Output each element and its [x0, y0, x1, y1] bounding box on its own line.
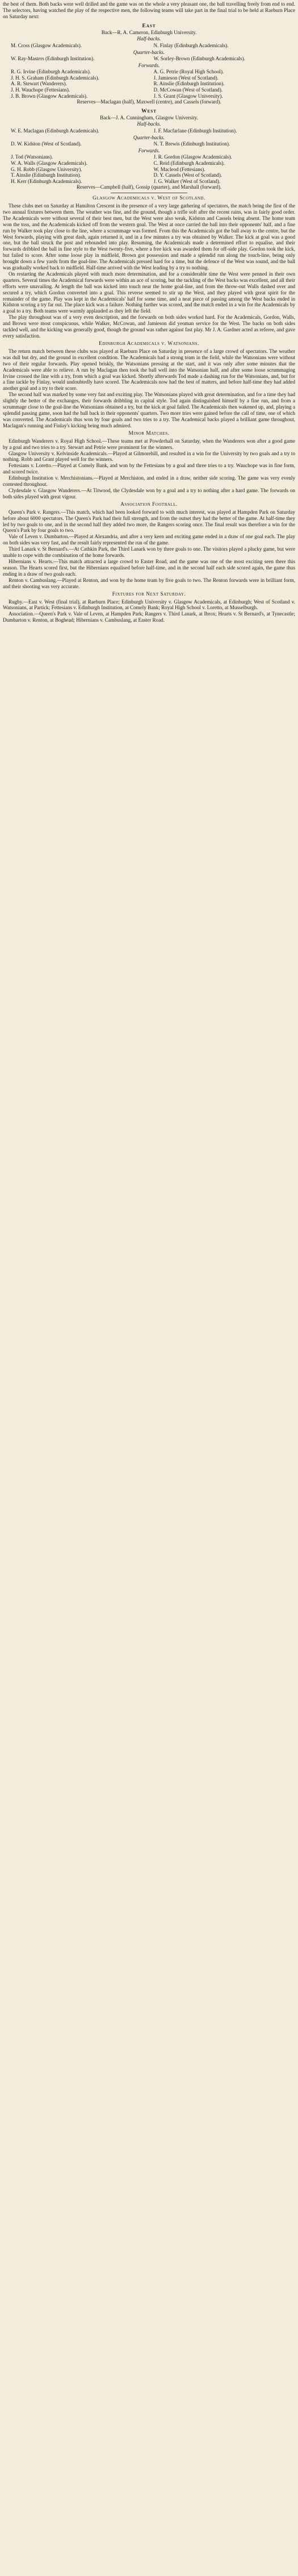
report-paragraph: The second half was marked by some very fast and exciting play. The Watsonians played with great determination, and for a time they had slightly the better of the exchanges, their forwards dribbling in capital style. Tod again distinguished himself by a fine run, and from a scrummage close to the goal-line the Watsonians obtained a try, but the kick at goal failed. The Academicals then wakened up, and, playing a splendid passing game, soon had the ball back in their opponents' quarters. Two more tries were gained before the call of time, one of which was converted. The Academicals thus won by four goals and two tries to a try. The Academical backs played a brilliant game throughout, Maclagan's running and Finlay's kicking being much admired.	[3, 392, 295, 428]
section-heading: Glasgow Academicals v. West of Scotland.	[93, 195, 205, 201]
player-name: J. S. Grant (Glasgow University).	[153, 93, 223, 99]
player-grid	[11, 154, 287, 184]
player-name: W. Sorley-Brown (Edinburgh Academicals).	[153, 56, 245, 62]
player-name: J. B. Brown (Glasgow Academicals).	[11, 93, 88, 99]
report-paragraph: Fettesians v. Loretto.—Played at Comely Bank, and won by the Fettesians by a goal and three tries to a try. Wauchope was in fine form, and scored twice.	[3, 463, 295, 475]
report-section	[3, 195, 295, 339]
team-title: West	[141, 107, 157, 114]
report-section	[3, 431, 295, 500]
report-paragraph: Hibernians v. Hearts.—This match attracted a large crowd to Easter Road, and the game was one of the most exciting seen there this season. The Hearts scored first, but the Hibernians equalised before half-time, and in the second half each side scored again, the game thus ending in a draw of two goals each.	[3, 559, 295, 577]
player-name: J. Jamieson (West of Scotland).	[153, 74, 219, 81]
team-back: Back—J. A. Cunningham, Glasgow University.	[100, 114, 198, 120]
report-paragraph: The play throughout was of a very even description, and the forwards on both sides worked hard. For the Academicals, Gordon, Walls, and Brown were most conspicuous, while Walker, McCowan, and Jamieson did yeoman service for the West. The backs on both sides tackled well, and the kicking was generally good, though the ground was rather against fast play. Mr J. A. Gardner acted as referee, and gave every satisfaction.	[3, 314, 295, 339]
report-paragraph: Rugby.—East v. West (final trial), at Raeburn Place; Edinburgh University v. Glasgow Academicals, at Edinburgh; West of Scotland v. Watsonians, at Partick; Fettesians v. Edinburgh Institution, at Comely Bank; Royal High School v. Loretto, at Musselburgh.	[3, 598, 295, 611]
position-label: Quarter-backs.	[133, 49, 165, 55]
player-grid	[11, 69, 287, 99]
player-grid	[11, 141, 287, 147]
player-name: N. Finlay (Edinburgh Academicals).	[153, 42, 229, 48]
player-name: G. H. Robb (Glasgow University).	[11, 166, 82, 172]
team-title: East	[142, 22, 156, 29]
player-name: A. R. Stewart (Wanderers).	[11, 81, 67, 87]
position-label: Forwards.	[138, 62, 160, 68]
report-paragraph: Association.—Queen's Park v. Vale of Leven, at Hampden Park; Rangers v. Third Lanark, at Ibrox; Hearts v. St Bernard's, at Tynecastle; Dumbarton v. Renton, at Boghead; Hibernians v. Cambuslang, at Easter Road.	[3, 611, 295, 623]
team-block	[3, 23, 295, 105]
player-name: D. McCowan (West of Scotland).	[153, 87, 223, 93]
player-name: R. G. Irvine (Edinburgh Academicals).	[11, 69, 91, 75]
player-name: J. G. Walker (West of Scotland).	[153, 178, 221, 184]
player-name: W. E. Maclagan (Edinburgh Academicals).	[11, 128, 99, 134]
team-block	[3, 108, 295, 190]
team-lists	[3, 23, 295, 190]
report-paragraph: Queen's Park v. Rangers.—This match, which had been looked forward to with much interest, was played at Hampden Park on Saturday before about 6000 spectators. The Queen's Park had their full strength, and from the outset they had the better of the game. At half-time they led by two goals to one, and in the second half they added two more, the Rangers scoring once. The final result was therefore a win for the Queen's Park by four goals to two.	[3, 509, 295, 534]
player-grid	[11, 128, 287, 134]
report-paragraph: Renton v. Cambuslang.—Played at Renton, and won by the home team by five goals to two. The Renton forwards were in brilliant form, and their shooting was very accurate.	[3, 577, 295, 589]
player-name: W. Macleod (Fettesians).	[153, 166, 205, 172]
player-name: D. Y. Cassels (West of Scotland).	[153, 172, 223, 178]
position-label: Half-backs.	[137, 121, 161, 127]
report-section	[3, 502, 295, 590]
report-paragraph: Glasgow University v. Kelvinside Academicals.—Played at Gilmorehill, and resulted in a win for the University by two goals and a try to nothing. Robb and Grant played well for the winners.	[3, 450, 295, 463]
intro-paragraph: the best of them. Both backs were well drilled and the game was on the whole a very pleasant one, the ball travelling freely from end to end. The selectors, having watched the play of the respective men, the following teams will take part in the final trial to be held at Raeburn Place on Saturday next:	[3, 1, 295, 19]
report-paragraph: Edinburgh Institution v. Merchistonians.—Played at Merchiston, and ended in a draw, neither side scoring. The game was very evenly contested throughout.	[3, 475, 295, 488]
position-label: Half-backs.	[137, 36, 161, 42]
player-name: J. R. Gordon (Glasgow Academicals).	[153, 154, 232, 160]
report-paragraph: Third Lanark v. St Bernard's.—At Cathkin Park, the Third Lanark won by three goals to one. The visitors played a plucky game, but were unable to cope with the combination of the home forwards.	[3, 546, 295, 559]
report-paragraph: These clubs met on Saturday at Hamilton Crescent in the presence of a very large gathering of spectators, the match being the first of the two annual fixtures between them. The weather was fine, and the ground, though a trifle soft after the recent rains, was in fairly good order. The Academicals were without several of their best men, but the West were also weak, Kidston and Cassels being absent. The home team won the toss, and the Academicals kicked off from the western goal. The West at once carried the ball into their opponents' half, and a fine run by Walker took play close to the line, where a scrummage was formed. From this the Academicals got the ball away to the centre, but the West forwards, playing with great dash, again returned it, and in a few minutes a try was obtained by Walker. The kick at goal was a good one, but the ball struck the post and rebounded into play. Resuming, the Academicals made a determined effort to equalise, and their forwards dribbled the ball in fine style to the West twenty-five, where a free kick was awarded them for off-side play. Gordon took the kick, but failed to score. After some loose play in midfield, Brown got possession and made a splendid run along the touch-line, being only brought down a few yards from the goal-line. The Academicals pressed hard for a time, but the defence of the West was sound, and the ball was gradually worked back to midfield. Half-time arrived with the West leading by a try to nothing.	[3, 202, 295, 271]
player-name: J. H. S. Graham (Edinburgh Academicals).	[11, 74, 99, 81]
section-heading: Fixtures for Next Saturday.	[112, 591, 186, 597]
player-name: W. A. Walls (Glasgow Academicals).	[11, 160, 87, 166]
report-paragraph: On restarting the Academicals played with much more determination, and for a considerable time the West were penned in their own quarters. Several times the Academical forwards were within an ace of scoring, but the tackling of the West backs was excellent, and all their efforts were unavailing. At length the ball was kicked into touch near the home goal-line, and from the throw-out Walls dashed over and secured a try, which Gordon converted into a goal. This reverse seemed to stir up the West, and they played with great spirit for the remainder of the game. Play was kept in the Academicals' half for some time, and a neat piece of passing among the West backs ended in Kidston scoring a try far out. The place kick was a failure. Nothing further was scored, and the match ended in a win for the Academicals by a goal to a try. Both teams were warmly applauded as they left the field.	[3, 270, 295, 314]
intro-block	[3, 1, 295, 20]
player-name: R. Ainslie (Edinburgh Institution).	[153, 81, 225, 87]
team-reserves: Reserves—Campbell (half), Gossip (quarter), and Marshall (forward).	[76, 184, 222, 190]
report-paragraph: Vale of Leven v. Dumbarton.—Played at Alexandria, and after a very keen and exciting game ended in a draw of one goal each. The play on both sides was very fast, and the result fairly represented the run of the game.	[3, 534, 295, 546]
report-paragraph: Edinburgh Wanderers v. Royal High School.—These teams met at Powderhall on Saturday, when the Wanderers won after a good game by a goal and two tries to a try. Stewart and Petrie were prominent for the winners.	[3, 438, 295, 450]
report-paragraph: The return match between these clubs was played at Raeburn Place on Saturday in presence of a large crowd of spectators. The weather was dull but dry, and the ground in excellent condition. The Academicals had a strong team in the field, while the Watsonians were without two of their regular forwards. Play opened briskly, the Watsonians pressing at the start, and it was only after some minutes that the Academicals were able to relieve. A run by Maclagan then took the ball well into the Watsonian half, and after some loose scrummaging Irvine crossed the line with a try, from which a goal was kicked. Shortly afterwards Tod made a dashing run for the Watsonians, and, but for a fine tackle by Finlay, would undoubtedly have scored. The Academicals now had the best of matters, and before half-time they had added another goal and a try to their score.	[3, 348, 295, 392]
player-name: J. H. Wauchope (Fettesians).	[11, 87, 70, 93]
section-heading: Edinburgh Academicals v. Watsonians.	[99, 340, 199, 347]
player-name: H. Kerr (Edinburgh Academicals).	[11, 178, 82, 184]
player-name: A. G. Petrie (Royal High School).	[153, 69, 224, 75]
report-paragraph: Clydesdale v. Glasgow Wanderers.—At Titwood, the Clydesdale won by a goal and a try to nothing after a hard game. The forwards on both sides played with great vigour.	[3, 487, 295, 500]
section-heading: Association Football.	[120, 501, 178, 507]
match-reports	[3, 195, 295, 623]
player-name: J. F. Macfarlane (Edinburgh Institution).	[153, 128, 237, 134]
player-name: D. W. Kidston (West of Scotland).	[11, 141, 82, 147]
player-name: C. Reid (Edinburgh Academicals).	[153, 160, 225, 166]
player-name: J. Tod (Watsonians).	[11, 154, 53, 160]
player-grid	[11, 56, 287, 62]
position-label: Quarter-backs.	[133, 134, 165, 140]
player-grid	[11, 43, 287, 49]
player-name: W. Ray-Masters (Edinburgh Institution).	[11, 56, 95, 62]
player-name: T. Ainslie (Edinburgh Institution).	[11, 172, 81, 178]
player-name: M. Cross (Glasgow Academicals).	[11, 42, 82, 48]
report-section	[3, 341, 295, 429]
section-heading: Minor Matches.	[128, 430, 170, 436]
team-reserves: Reserves—Maclagan (half), Maxwell (centre), and Cassels (forward).	[77, 99, 221, 105]
position-label: Forwards.	[138, 147, 160, 153]
team-back: Back—R. A. Cameron, Edinburgh University.	[101, 29, 197, 35]
report-section	[3, 592, 295, 624]
player-name: N. T. Brewis (Edinburgh Institution).	[153, 141, 230, 147]
